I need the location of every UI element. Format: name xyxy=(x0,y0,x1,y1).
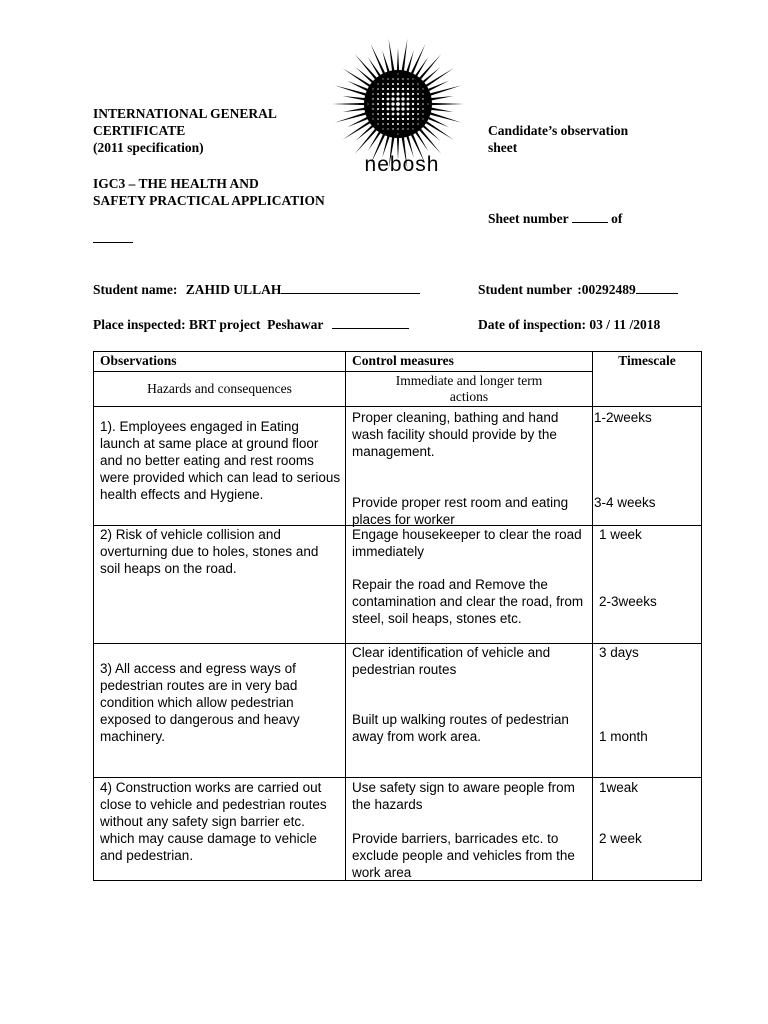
observation-cell: 4) Construction works are carried out close to vehicle and pedestrian routes without any safety sign barrier etc. which may cause damage to vehicle and pedestrian. xyxy=(100,780,327,863)
sheet-number-row xyxy=(488,210,708,227)
timescale-cell: 1 week xyxy=(599,527,642,542)
measure-cell: Repair the road and Remove the contamination and clear the road, from steel, soil heaps, stones etc. xyxy=(352,577,584,626)
subheader-actions: Immediate and longer term actions xyxy=(346,372,593,407)
student-name-row xyxy=(93,281,420,298)
observation-cell: 2) Risk of vehicle collision and overturning due to holes, stones and soil heaps on the road. xyxy=(100,527,319,576)
logo-text: nebosh xyxy=(364,153,440,176)
date-value: 03 / 11 /2018 xyxy=(589,317,661,332)
student-name-label: Student name: xyxy=(93,282,178,297)
sheet-number-label: Sheet number xyxy=(488,211,569,226)
measure-cell: Clear identification of vehicle and pedestrian routes xyxy=(352,645,551,677)
measure-cell: Use safety sign to aware people from the hazards xyxy=(352,780,575,812)
student-number-blank xyxy=(636,282,678,294)
timescale-cell: 1-2weeks xyxy=(594,410,652,425)
timescale-cell: 3-4 weeks xyxy=(594,495,656,510)
measure-cell: Provide barriers, barricades etc. to exclude people and vehicles from the work area xyxy=(352,831,575,880)
measure-cell: Provide proper rest room and eating places for worker xyxy=(352,495,569,527)
student-number-label: Student number xyxy=(478,282,572,297)
sheet-number-blank[interactable] xyxy=(572,211,608,223)
table-row xyxy=(94,526,702,644)
place-label: Place inspected: xyxy=(93,317,186,332)
sheet-title-line-1: Candidate’s observation xyxy=(488,123,629,138)
cert-line-1: INTERNATIONAL GENERAL xyxy=(93,106,277,121)
date-row xyxy=(478,316,660,333)
observation-cell: 1). Employees engaged in Eating launch at same place at ground floor and no better eating and rest rooms were provided which can lead to serious health effects and Hygiene. xyxy=(100,419,341,502)
place-blank xyxy=(332,317,409,329)
subheader-hazards: Hazards and consequences xyxy=(94,372,346,407)
timescale-cell: 1weak xyxy=(599,780,639,795)
timescale-cell: 2-3weeks xyxy=(599,594,657,609)
sheet-title-line-2: sheet xyxy=(488,140,518,155)
unit-line-1: IGC3 – THE HEALTH AND xyxy=(93,176,259,191)
observation-cell: 3) All access and egress ways of pedestrian routes are in very bad condition which allow pedestrian exposed to dangerous and heavy machinery. xyxy=(100,661,300,744)
measure-cell: Built up walking routes of pedestrian away from work area. xyxy=(352,712,569,744)
header-control-measures: Control measures xyxy=(346,352,593,372)
student-name-value: ZAHID ULLAH xyxy=(185,282,282,297)
student-name-blank xyxy=(281,282,420,294)
table-row xyxy=(94,407,702,526)
sheet-total-blank[interactable] xyxy=(93,231,133,243)
observation-table xyxy=(93,351,702,881)
header-observations: Observations xyxy=(94,352,346,372)
certificate-title xyxy=(93,105,353,156)
timescale-cell: 1 month xyxy=(599,729,648,744)
cert-line-2: CERTIFICATE xyxy=(93,123,186,138)
place-value: BRT project Peshawar xyxy=(188,317,324,332)
unit-line-2: SAFETY PRACTICAL APPLICATION xyxy=(93,193,325,208)
date-label: Date of inspection: xyxy=(478,317,586,332)
place-inspected-row xyxy=(93,316,409,333)
timescale-cell: 2 week xyxy=(599,831,642,846)
table-header-row xyxy=(94,352,702,372)
student-number-row xyxy=(478,281,678,298)
measure-cell: Proper cleaning, bathing and hand wash facility should provide by the management. xyxy=(352,410,559,459)
cert-line-3: (2011 specification) xyxy=(93,140,204,155)
of-label: of xyxy=(611,211,623,226)
sheet-title xyxy=(488,122,688,156)
table-row xyxy=(94,778,702,881)
timescale-cell: 3 days xyxy=(599,645,639,660)
table-row xyxy=(94,644,702,778)
header-timescale: Timescale xyxy=(593,352,702,407)
student-number-value: :00292489 xyxy=(577,282,636,297)
unit-title xyxy=(93,175,393,209)
measure-cell: Engage housekeeper to clear the road immediately xyxy=(352,527,582,559)
